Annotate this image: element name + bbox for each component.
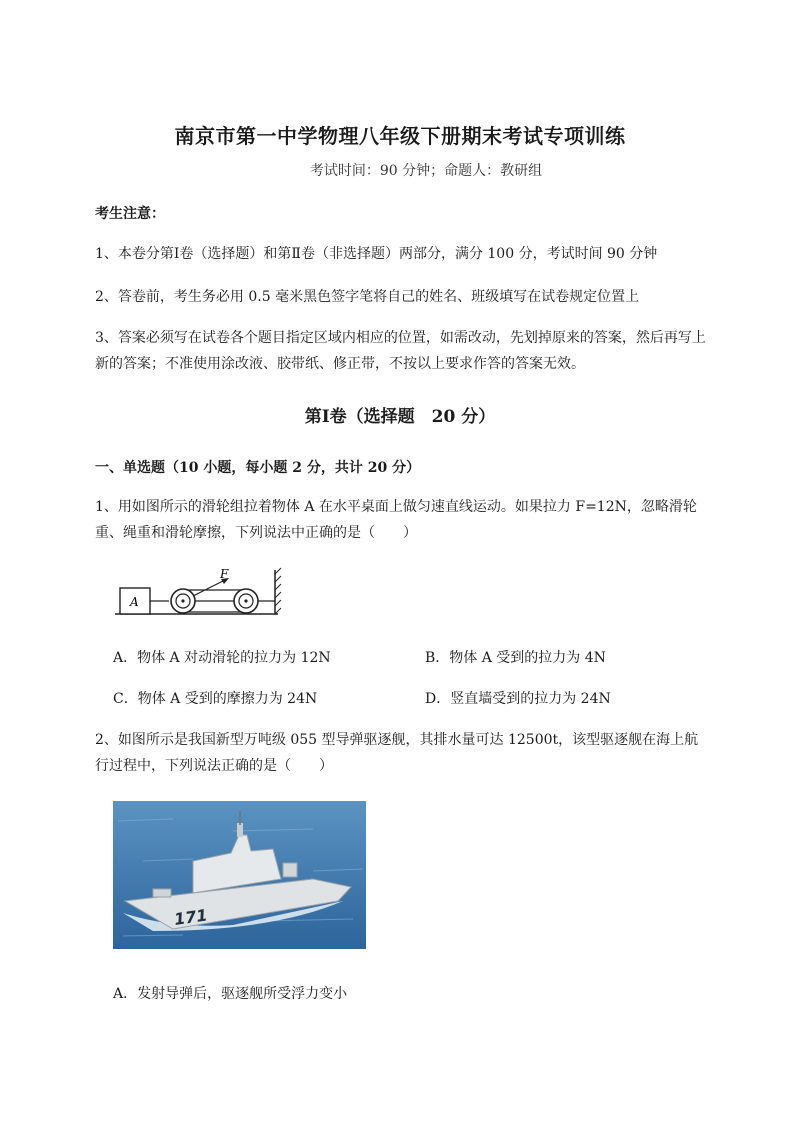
fixed-pulley	[234, 589, 258, 613]
hull-number: 171	[172, 905, 209, 929]
option-a: A．发射导弹后，驱逐舰所受浮力变小	[113, 986, 348, 1002]
block-label: A	[130, 595, 139, 609]
section-title: 第Ⅰ卷（选择题 20 分）	[304, 407, 496, 427]
force-label: F	[220, 567, 229, 581]
part-title: 一、单选题（10 小题，每小题 2 分，共计 20 分）	[95, 460, 421, 476]
option-a: A．物体 A 对动滑轮的拉力为 12N	[113, 650, 331, 666]
notice-item: 1、本卷分第Ⅰ卷（选择题）和第Ⅱ卷（非选择题）两部分，满分 100 分，考试时间 90 分钟	[95, 246, 658, 262]
notice-heading: 考生注意：	[95, 206, 165, 222]
option-c: C．物体 A 受到的摩擦力为 24N	[113, 691, 318, 707]
notice-item: 2、答卷前，考生务必用 0.5 毫米黑色签字笔将自己的姓名、班级填写在试卷规定位置上	[95, 289, 640, 305]
notice-item: 3、答案必须写在试卷各个题目指定区域内相应的位置，如需改动，先划掉原来的答案，然后再写上新的答案；不准使用涂改液、胶带纸、修正带，不按以上要求作答的答案无效。	[95, 330, 706, 372]
pulley-diagram	[113, 566, 283, 618]
option-d: D．竖直墙受到的拉力为 24N	[425, 691, 611, 707]
exam-info: 考试时间：90 分钟；命题人：教研组	[309, 163, 543, 179]
force-rope	[193, 580, 225, 596]
option-b: B．物体 A 受到的拉力为 4N	[425, 650, 606, 666]
question-stem: 2、如图所示是我国新型万吨级 055 型导弹驱逐舰，其排水量可达 12500t，该型驱逐舰在海上航行过程中，下列说法正确的是（ ）	[95, 732, 699, 774]
wall-hatching	[275, 568, 281, 614]
destroyer-photo	[113, 801, 366, 949]
question-stem: 1、用如图所示的滑轮组拉着物体 A 在水平桌面上做匀速直线运动。如果拉力 F=12N，忽略滑轮重、绳重和滑轮摩擦，下列说法中正确的是（ ）	[95, 499, 697, 541]
page-title: 南京市第一中学物理八年级下册期末考试专项训练	[174, 124, 626, 148]
movable-pulley	[171, 589, 195, 613]
